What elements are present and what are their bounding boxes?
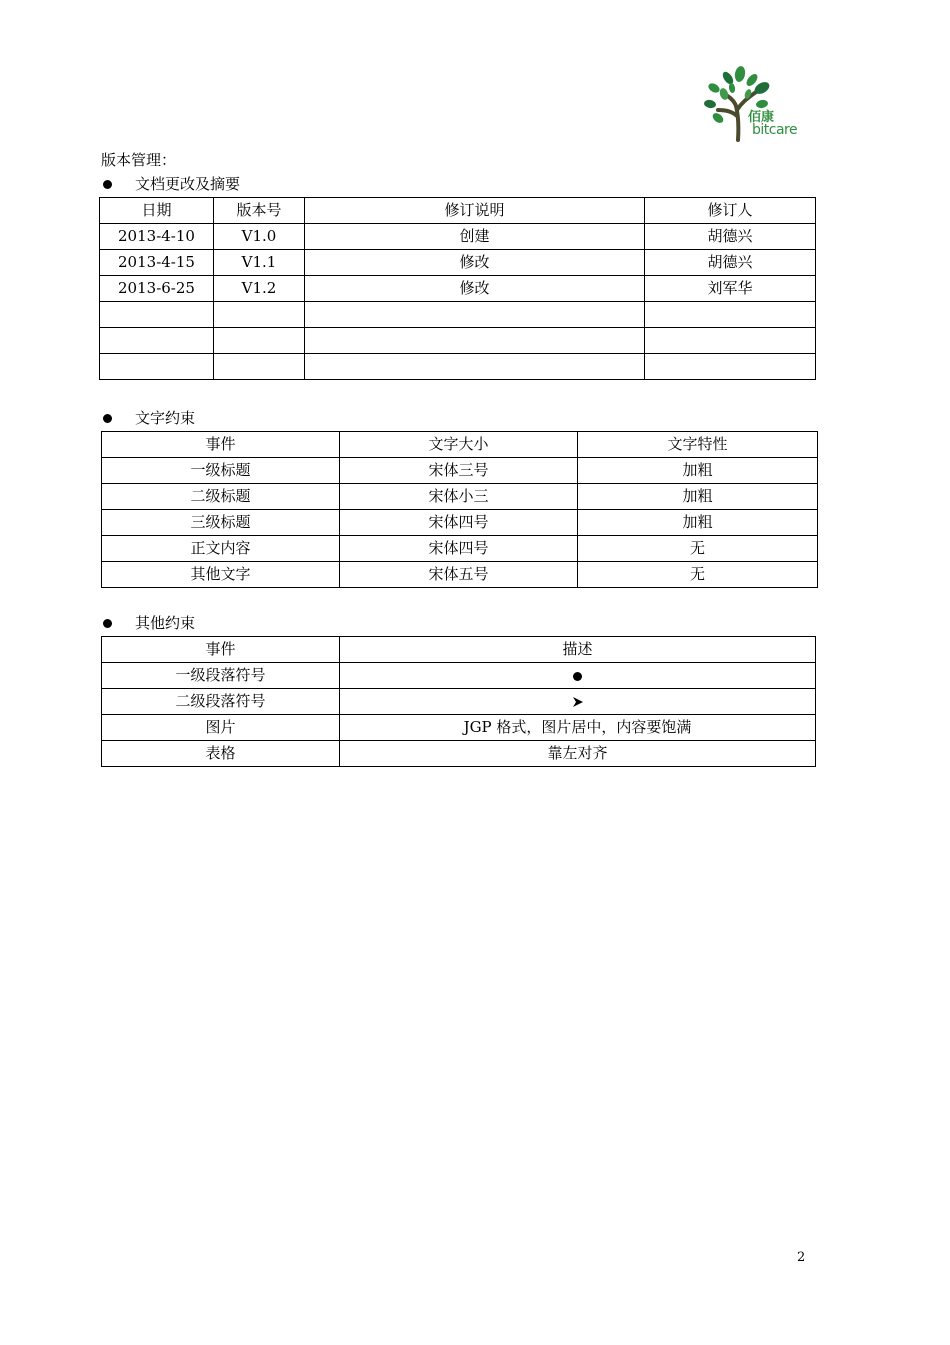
event-cell: 图片 <box>102 715 340 741</box>
header-cell: 日期 <box>100 198 214 224</box>
bullet-dot-icon <box>103 180 112 189</box>
table-row <box>100 250 816 276</box>
font-size-cell: 宋体小三 <box>340 484 578 510</box>
description-cell <box>305 302 645 328</box>
table-row <box>100 354 816 380</box>
text-constraints-table <box>101 431 818 588</box>
version-cell <box>214 328 305 354</box>
table-header-row <box>102 432 818 458</box>
section-label: 其他约束 <box>135 614 196 632</box>
reviser-cell: 刘军华 <box>645 276 816 302</box>
logo-english-text: bitcare <box>752 122 798 138</box>
header-cell: 描述 <box>340 637 816 663</box>
font-size-cell: 宋体三号 <box>340 458 578 484</box>
version-cell <box>214 354 305 380</box>
description-cell: 靠左对齐 <box>340 741 816 767</box>
event-cell: 正文内容 <box>102 536 340 562</box>
description-cell <box>340 663 816 689</box>
revision-history-table <box>99 197 816 380</box>
section-change-summary <box>101 173 240 195</box>
reviser-cell: 胡德兴 <box>645 224 816 250</box>
table-row <box>100 328 816 354</box>
page-number: 2 <box>797 1250 806 1265</box>
section-label: 文档更改及摘要 <box>135 175 241 193</box>
reviser-cell <box>645 328 816 354</box>
header-cell: 事件 <box>102 432 340 458</box>
header-cell: 事件 <box>102 637 340 663</box>
table-row <box>102 536 818 562</box>
table-row <box>102 741 816 767</box>
description-cell: JGP 格式，图片居中，内容要饱满 <box>340 715 816 741</box>
event-cell: 一级标题 <box>102 458 340 484</box>
section-text-constraints <box>101 407 195 429</box>
date-cell: 2013-6-25 <box>100 276 214 302</box>
version-cell: V1.1 <box>214 250 305 276</box>
font-size-cell: 宋体五号 <box>340 562 578 588</box>
font-size-cell: 宋体四号 <box>340 510 578 536</box>
font-style-cell: 加粗 <box>578 510 818 536</box>
table-header-row <box>100 198 816 224</box>
table-row <box>100 224 816 250</box>
bitcare-logo <box>700 64 812 146</box>
description-cell <box>305 354 645 380</box>
section-other-constraints <box>101 612 195 634</box>
section-label: 文字约束 <box>135 409 196 427</box>
table-row <box>102 510 818 536</box>
event-cell: 二级标题 <box>102 484 340 510</box>
description-cell: 修改 <box>305 276 645 302</box>
bullet-dot-icon <box>573 672 582 681</box>
font-style-cell: 加粗 <box>578 458 818 484</box>
bullet-dot-icon <box>103 414 112 423</box>
font-size-cell: 宋体四号 <box>340 536 578 562</box>
reviser-cell <box>645 354 816 380</box>
event-cell: 二级段落符号 <box>102 689 340 715</box>
date-cell: 2013-4-10 <box>100 224 214 250</box>
logo-chinese-text: 佰康 <box>748 110 775 125</box>
version-cell: V1.0 <box>214 224 305 250</box>
date-cell <box>100 328 214 354</box>
reviser-cell <box>645 302 816 328</box>
reviser-cell: 胡德兴 <box>645 250 816 276</box>
event-cell: 表格 <box>102 741 340 767</box>
other-constraints-table <box>101 636 816 767</box>
header-cell: 版本号 <box>214 198 305 224</box>
event-cell: 其他文字 <box>102 562 340 588</box>
font-style-cell: 加粗 <box>578 484 818 510</box>
event-cell: 一级段落符号 <box>102 663 340 689</box>
version-cell: V1.2 <box>214 276 305 302</box>
description-cell: 创建 <box>305 224 645 250</box>
table-row <box>100 302 816 328</box>
version-management-title: 版本管理： <box>101 151 177 169</box>
bullet-dot-icon <box>103 619 112 628</box>
table-row <box>102 689 816 715</box>
event-cell: 三级标题 <box>102 510 340 536</box>
table-row <box>102 562 818 588</box>
header-cell: 文字大小 <box>340 432 578 458</box>
date-cell: 2013-4-15 <box>100 250 214 276</box>
arrowhead-icon <box>572 696 584 708</box>
font-style-cell: 无 <box>578 536 818 562</box>
header-cell: 修订说明 <box>305 198 645 224</box>
table-row <box>102 484 818 510</box>
date-cell <box>100 354 214 380</box>
description-cell <box>340 689 816 715</box>
table-row <box>102 715 816 741</box>
table-row <box>102 458 818 484</box>
description-cell <box>305 328 645 354</box>
description-cell: 修改 <box>305 250 645 276</box>
font-style-cell: 无 <box>578 562 818 588</box>
header-cell: 文字特性 <box>578 432 818 458</box>
header-cell: 修订人 <box>645 198 816 224</box>
table-header-row <box>102 637 816 663</box>
version-cell <box>214 302 305 328</box>
date-cell <box>100 302 214 328</box>
table-row <box>100 276 816 302</box>
table-row <box>102 663 816 689</box>
